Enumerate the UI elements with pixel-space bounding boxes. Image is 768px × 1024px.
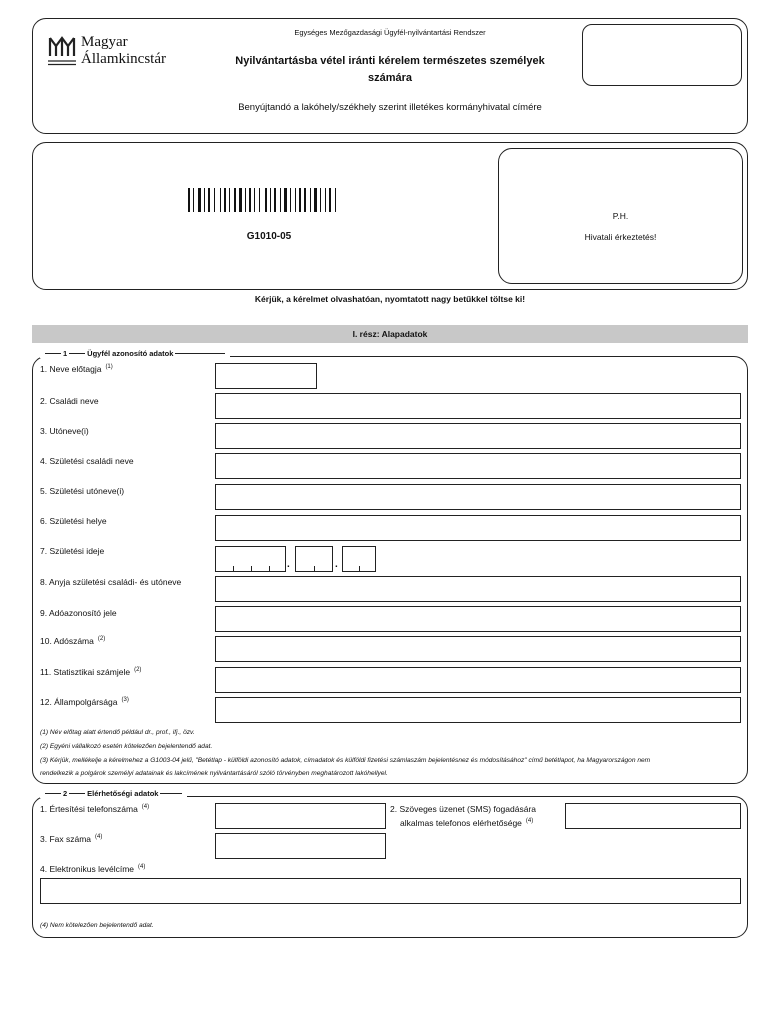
sms-label: 2. Szöveges üzenet (SMS) fogadására (390, 804, 536, 814)
citizenship-input[interactable] (215, 697, 741, 723)
email-label: 4. Elektronikus levélcíme $^{(4)}$ (40, 864, 146, 874)
logo (48, 34, 188, 74)
sms-phone-input[interactable] (565, 803, 741, 829)
system-name: Egységes Mezőgazdasági Ügyfél-nyilvántartási Rendszer (294, 28, 486, 37)
footnote-4: (4) Nem kötelezően bejelentendő adat. (40, 922, 154, 929)
form-code: G1010-05 (246, 231, 292, 242)
form-title-line2: számára (367, 72, 413, 84)
birth-place-input[interactable] (215, 515, 741, 541)
citizenship-label: 12. Állampolgársága $^{(3)}$ (40, 697, 129, 707)
birth-family-name-input[interactable] (215, 453, 741, 479)
given-name-label: 3. Utóneve(i) (40, 426, 89, 436)
birth-month-input[interactable] (295, 546, 333, 572)
footnote-3-cont: rendelkezik a polgárok személyi adatainak és lakcímének nyilvántartásáról szóló törvényben meghatározott lakóhellyel. (40, 770, 388, 777)
birth-date-label: 7. Születési ideje (40, 546, 105, 556)
logo-line1: Magyar (81, 34, 128, 50)
fill-instruction: Kérjük, a kérelmet olvashatóan, nyomtatott nagy betűkkel töltse ki! (254, 294, 526, 304)
family-name-input[interactable] (215, 393, 741, 419)
phone-input[interactable] (215, 803, 386, 829)
birth-year-input[interactable] (215, 546, 286, 572)
statistical-number-input[interactable] (215, 667, 741, 693)
barcode-icon (188, 188, 350, 212)
email-input[interactable] (40, 878, 741, 904)
stamp-arrival: Hivatali érkeztetés! (584, 232, 657, 242)
birth-place-label: 6. Születési helye (40, 516, 107, 526)
section1-title: Ügyfél azonosító adatok (87, 349, 174, 358)
section2-number: 2 (63, 789, 68, 798)
tax-number-label: 10. Adószáma $^{(2)}$ (40, 636, 106, 646)
stamp-ph: P.H. (612, 211, 629, 221)
tax-number-input[interactable] (215, 636, 741, 662)
birth-day-input[interactable] (342, 546, 376, 572)
section2-title: Elérhetőségi adatok (87, 789, 159, 798)
mother-name-input[interactable] (215, 576, 741, 602)
footnote-2: (2) Egyéni vállalkozó esetén kötelezően bejelentendő adat. (40, 743, 213, 750)
tax-id-input[interactable] (215, 606, 741, 632)
part-title: I. rész: Alapadatok (352, 329, 428, 339)
birth-given-name-input[interactable] (215, 484, 741, 510)
fax-label: 3. Fax száma $^{(4)}$ (40, 834, 103, 844)
mother-name-label: 8. Anyja születési családi- és utóneve (40, 577, 182, 587)
treasury-logo-icon (48, 34, 76, 68)
date-separator: . (287, 559, 290, 570)
phone-label: 1. Értesítési telefonszáma $^{(4)}$ (40, 804, 150, 814)
date-separator: . (335, 559, 338, 570)
form-subtitle: Benyújtandó a lakóhely/székhely szerint illetékes kormányhivatal címére (238, 102, 542, 113)
given-name-input[interactable] (215, 423, 741, 449)
statistical-number-label: 11. Statisztikai számjele $^{(2)}$ (40, 667, 142, 677)
registration-number-field[interactable] (582, 24, 742, 86)
section2-legend (40, 789, 187, 798)
birth-family-name-label: 4. Születési családi neve (40, 456, 134, 466)
tax-id-label: 9. Adóazonosító jele (40, 608, 117, 618)
form-title-line1: Nyilvántartásba vétel iránti kérelem természetes személyek (235, 55, 545, 67)
section1-number: 1 (63, 349, 68, 358)
fax-input[interactable] (215, 833, 386, 859)
footnote-1: (1) Név előtag alatt értendő például dr., prof., ifj., özv. (40, 729, 195, 736)
sms-label-line2: alkalmas telefonos elérhetősége $^{(4)}$ (400, 818, 534, 828)
birth-given-name-label: 5. Születési utóneve(i) (40, 486, 125, 496)
part-header (32, 325, 748, 343)
family-name-label: 2. Családi neve (40, 396, 99, 406)
name-prefix-input[interactable] (215, 363, 317, 389)
footnote-3: (3) Kérjük, mellékelje a kérelmehez a G1003-04 jelű, "Betétlap - külföldi azonosító adatok, címadatok és külföldi fizetési számlaszám bejelentésnez és módosításához" című betétlapot, ha Magyarországon nem (40, 757, 651, 764)
logo-line2: Államkincstár (81, 51, 166, 67)
name-prefix-label: 1. Neve előtagja $^{(1)}$ (40, 364, 113, 374)
section1-legend (40, 349, 230, 358)
